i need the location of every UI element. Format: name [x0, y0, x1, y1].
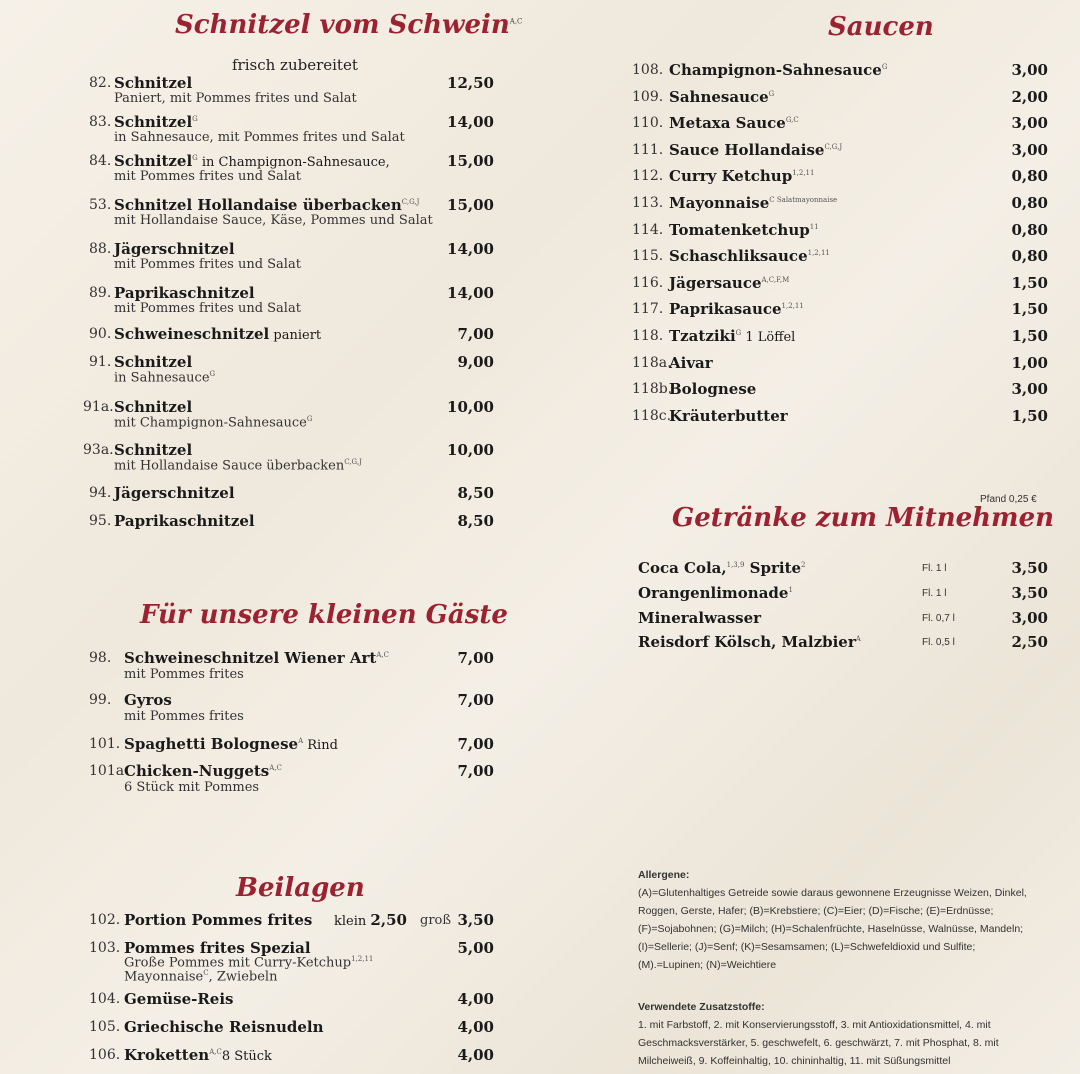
section-title-text: Schnitzel vom Schwein: [175, 10, 510, 40]
item-name: Jägersauce$^{A,C,F,M}$: [669, 273, 790, 292]
allergen-sup: 1,3,9: [726, 561, 745, 569]
item-name: Gyros: [124, 691, 172, 709]
item-number: 118b.: [632, 381, 673, 398]
item-name: Jägerschnitzel: [114, 484, 235, 502]
item-price: 4,00: [457, 1046, 494, 1064]
drink-size: Fl. 1 l: [922, 588, 947, 599]
item-name: Spaghetti Bolognese$^A$ Rind: [124, 735, 338, 753]
item-number: 110.: [632, 115, 664, 132]
item-name: Metaxa Sauce$^{G,C}$: [669, 114, 799, 133]
item-name: Paprikaschnitzel: [114, 512, 255, 530]
allergen-sup: 2: [801, 561, 806, 569]
item-note: Salatmayonnaise: [774, 196, 838, 204]
item-price: 7,00: [457, 649, 494, 667]
item-number: 53.: [89, 197, 112, 213]
drink-name: Reisdorf Kölsch, Malzbier$^A$: [638, 633, 861, 651]
item-description: mit Hollandaise Sauce überbacken$^{C,G,J}$: [114, 458, 362, 474]
item-number: 99.: [89, 692, 112, 708]
item-name: Paprikasauce$^{1,2,11}$: [669, 300, 804, 319]
item-description: Paniert, mit Pommes frites und Salat: [114, 91, 357, 106]
item-number: 118c.: [632, 407, 672, 424]
item-note: 1 Löffel: [741, 330, 796, 345]
drink-price: 3,50: [1011, 559, 1048, 577]
klein-price: [334, 911, 407, 929]
additives-title: Verwendete Zusatzstoffe:: [638, 1001, 765, 1013]
item-note: paniert: [269, 328, 322, 343]
item-description: Große Pommes mit Curry-Ketchup$^{1,2,11}$: [124, 955, 374, 971]
item-price: 3,00: [1011, 140, 1048, 159]
allergen-sup: G: [192, 115, 198, 123]
item-price: 3,00: [1011, 61, 1048, 79]
item-number: 118.: [632, 328, 664, 344]
section-title-schnitzel: [175, 10, 522, 40]
item-description: mit Hollandaise Sauce, Käse, Pommes und Salat: [114, 213, 433, 228]
allergen-sup: 1,2,11: [781, 302, 804, 311]
item-name: Tzatziki$^G$ 1 Löffel: [669, 327, 796, 345]
item-number: 101.: [89, 736, 121, 752]
item-number: 109.: [632, 88, 664, 105]
item-number: 111.: [632, 141, 664, 158]
item-number: 116.: [632, 274, 664, 291]
item-price: 7,00: [457, 762, 494, 780]
allergen-sup: 1: [788, 586, 793, 594]
item-name: Curry Ketchup$^{1,2,11}$: [669, 167, 815, 186]
item-name: Portion Pommes frites: [124, 911, 313, 929]
allergen-sup: 1,2,11: [351, 955, 374, 963]
section-title-kids: Für unsere kleinen Gäste: [140, 600, 508, 630]
allergens-block: [638, 866, 1038, 974]
item-price: 14,00: [447, 284, 494, 302]
item-number: 93a.: [83, 442, 114, 458]
item-price: 7,00: [457, 691, 494, 709]
item-number: 90.: [89, 326, 112, 342]
allergen-sup: A,C: [269, 764, 282, 772]
allergen-sup: G: [735, 329, 742, 337]
item-price: 7,00: [457, 325, 494, 343]
item-description: mit Pommes frites und Salat: [114, 257, 301, 272]
item-number: 88.: [89, 241, 112, 257]
item-description: in Sahnesauce$^G$: [114, 370, 216, 386]
item-number: 104.: [89, 991, 121, 1007]
item-number: 112.: [632, 168, 664, 185]
additives-block: [638, 998, 1038, 1070]
item-name: Paprikaschnitzel: [114, 284, 255, 302]
allergen-sup: A: [855, 635, 861, 643]
item-name: Schnitzel Hollandaise überbacken$^{C,G,J}$: [114, 196, 420, 214]
allergen-sup: A,C,F,M: [761, 275, 790, 284]
allergen-sup: C,G,J: [344, 458, 362, 466]
drink-name: Coca Cola,$^{1,3,9}$ Sprite$^2$: [638, 559, 806, 577]
item-price: 14,00: [447, 240, 494, 258]
item-name: Bolognese: [669, 380, 757, 399]
item-note: 8 Stück: [221, 1049, 272, 1064]
allergen-sup: C: [203, 969, 209, 977]
item-price: 0,80: [1011, 194, 1048, 212]
section-title-saucen: Saucen: [828, 12, 934, 42]
item-price: 10,00: [447, 441, 494, 459]
title-allergen-sup: A,C: [509, 17, 523, 26]
item-price: 10,00: [447, 398, 494, 416]
item-description: mit Pommes frites und Salat: [114, 169, 301, 184]
item-name: Schnitzel: [114, 353, 193, 371]
item-name: Kräuterbutter: [669, 406, 788, 425]
item-name: Schnitzel: [114, 74, 193, 92]
gross-label: groß: [420, 913, 452, 928]
item-note: in Champignon-Sahnesauce,: [197, 155, 390, 170]
item-number: 115.: [632, 248, 664, 265]
item-number: 83.: [89, 114, 112, 130]
allergen-sup: 1,2,11: [792, 169, 815, 178]
allergen-sup: G: [768, 89, 775, 98]
item-price: 1,00: [1011, 353, 1048, 372]
allergens-text: (A)=Glutenhaltiges Getreide sowie daraus gewonnene Erzeugnisse Weizen, Dinkel, Roggen, Gerste, Hafer; (B)=Krebstiere; (C)=Eier; (D)=Fische; (E)=Erdnüsse; (F)=Sojabohnen; (G)=Milch; (H)=Schalenfrüchte, Haselnüsse, Walnüsse, Mandeln; (I)=Sellerie; (J)=Senf; (K)=Sesamsamen; (L)=Schwefeldioxid und Sulfite; (M).=Lupinen; (N)=Weichtiere: [638, 887, 1027, 971]
allergen-sup: G: [209, 370, 216, 378]
item-number: 113.: [632, 195, 664, 211]
section-title-beilagen: Beilagen: [236, 873, 365, 903]
item-price: 1,50: [1011, 300, 1048, 319]
item-price: 15,00: [447, 196, 494, 214]
item-name: Pommes frites Spezial: [124, 939, 311, 957]
item-name: Tomatenketchup$^{11}$: [669, 220, 819, 239]
item-price: 12,50: [447, 74, 494, 92]
additives-text: 1. mit Farbstoff, 2. mit Konservierungsstoff, 3. mit Antioxidationsmittel, 4. mit Geschmacksverstärker, 5. geschwefelt, 6. geschwärzt, 7. mit Phosphat, 8. mit Milcheiweiß, 9. Koffeinhaltig, 10. chininhaltig, 11. mit Süßungsmittel: [638, 1019, 999, 1067]
item-name: Champignon-Sahnesauce$^G$: [669, 61, 888, 79]
allergen-sup: G,C: [785, 116, 799, 125]
item-name: Sahnesauce$^G$: [669, 87, 775, 106]
item-number: 84.: [89, 153, 112, 169]
item-number: 117.: [632, 301, 664, 318]
allergen-sup: G: [192, 154, 198, 162]
item-number: 89.: [89, 285, 112, 301]
item-description: in Sahnesauce, mit Pommes frites und Salat: [114, 130, 405, 145]
item-description: 6 Stück mit Pommes: [124, 780, 260, 795]
allergen-sup: G: [881, 63, 888, 71]
allergen-sup: 11: [809, 222, 819, 231]
item-price: 1,50: [1011, 406, 1048, 425]
drink-size: Fl. 0,7 l: [922, 613, 955, 624]
item-number: 91a.: [83, 399, 114, 415]
item-number: 106.: [89, 1047, 121, 1063]
item-price: 1,50: [1011, 273, 1048, 292]
item-name: Kroketten$^{A,C}$8 Stück: [124, 1046, 272, 1064]
schnitzel-subtitle: frisch zubereitet: [232, 56, 358, 74]
item-price: 1,50: [1011, 327, 1048, 345]
item-name: Schweineschnitzel Wiener Art$^{A,C}$: [124, 649, 389, 667]
item-price: 3,00: [1011, 380, 1048, 399]
item-name: Chicken-Nuggets$^{A,C}$: [124, 762, 282, 780]
allergen-sup: 1,2,11: [807, 249, 830, 258]
allergen-sup: C: [769, 196, 775, 204]
item-price: 5,00: [457, 939, 494, 957]
item-description: mit Champignon-Sahnesauce$^G$: [114, 415, 313, 431]
item-price: 14,00: [447, 113, 494, 131]
allergens-title: Allergene:: [638, 869, 690, 881]
klein-value: 2,50: [370, 911, 407, 929]
item-note: Rind: [303, 738, 338, 753]
item-number: 108.: [632, 62, 664, 78]
drink-size: Fl. 1 l: [922, 563, 947, 574]
allergen-sup: A,C: [376, 651, 389, 659]
item-description: mit Pommes frites: [124, 667, 244, 682]
allergen-sup: A: [298, 737, 304, 745]
item-price: 7,00: [457, 735, 494, 753]
item-number: 114.: [632, 221, 664, 238]
item-number: 95.: [89, 513, 112, 529]
item-name: Aivar: [669, 353, 713, 372]
drink-price: 2,50: [1011, 633, 1048, 651]
drink-size: Fl. 0,5 l: [922, 637, 955, 648]
item-name: Schweineschnitzel paniert: [114, 325, 322, 343]
item-name: Griechische Reisnudeln: [124, 1018, 324, 1036]
item-price: 0,80: [1011, 220, 1048, 239]
item-number: 94.: [89, 485, 112, 501]
item-description: mit Pommes frites: [124, 709, 244, 724]
item-number: 102.: [89, 912, 121, 928]
item-number: 105.: [89, 1019, 121, 1035]
allergen-sup: C,G,J: [824, 142, 843, 151]
item-price: 0,80: [1011, 247, 1048, 266]
item-description: mit Pommes frites und Salat: [114, 301, 301, 316]
klein-label: klein: [334, 914, 371, 929]
item-price: 8,50: [457, 484, 494, 502]
item-name: Schnitzel: [114, 441, 193, 459]
item-price: 0,80: [1011, 167, 1048, 186]
item-name: Schaschliksauce$^{1,2,11}$: [669, 247, 830, 266]
drink-name: Orangenlimonade$^1$: [638, 584, 793, 602]
allergen-sup: C,G,J: [401, 198, 420, 206]
section-title-drinks: Getränke zum Mitnehmen: [672, 503, 1055, 533]
item-name: Mayonnaise$^C$ $^{Salatmayonnaise}$: [669, 194, 838, 212]
item-number: 82.: [89, 75, 112, 91]
item-name: Gemüse-Reis: [124, 990, 234, 1008]
item-description: Mayonnaise$^C$, Zwiebeln: [124, 969, 278, 985]
drink-name: Mineralwasser: [638, 609, 762, 627]
item-name: Schnitzel$^G$: [114, 113, 198, 131]
item-price: 9,00: [457, 353, 494, 371]
item-number: 103.: [89, 940, 121, 956]
item-number: 98.: [89, 650, 112, 666]
item-number: 118a.: [632, 354, 672, 371]
item-price: 4,00: [457, 1018, 494, 1036]
item-name: Schnitzel$^G$ in Champignon-Sahnesauce,: [114, 152, 390, 170]
item-price: 15,00: [447, 152, 494, 170]
item-price: 2,00: [1011, 87, 1048, 106]
allergen-sup: G: [306, 415, 313, 423]
item-price: 3,50: [457, 911, 494, 929]
drink-price: 3,50: [1011, 584, 1048, 602]
pfand-note: Pfand 0,25 €: [980, 494, 1037, 505]
drink-price: 3,00: [1011, 609, 1048, 627]
item-number: 91.: [89, 354, 112, 370]
allergen-sup: A,C: [209, 1048, 222, 1056]
item-price: 4,00: [457, 990, 494, 1008]
item-price: 3,00: [1011, 114, 1048, 133]
item-name: Jägerschnitzel: [114, 240, 235, 258]
item-name: Schnitzel: [114, 398, 193, 416]
item-price: 8,50: [457, 512, 494, 530]
item-name: Sauce Hollandaise$^{C,G,J}$: [669, 140, 843, 159]
item-number: 101a: [89, 763, 125, 779]
